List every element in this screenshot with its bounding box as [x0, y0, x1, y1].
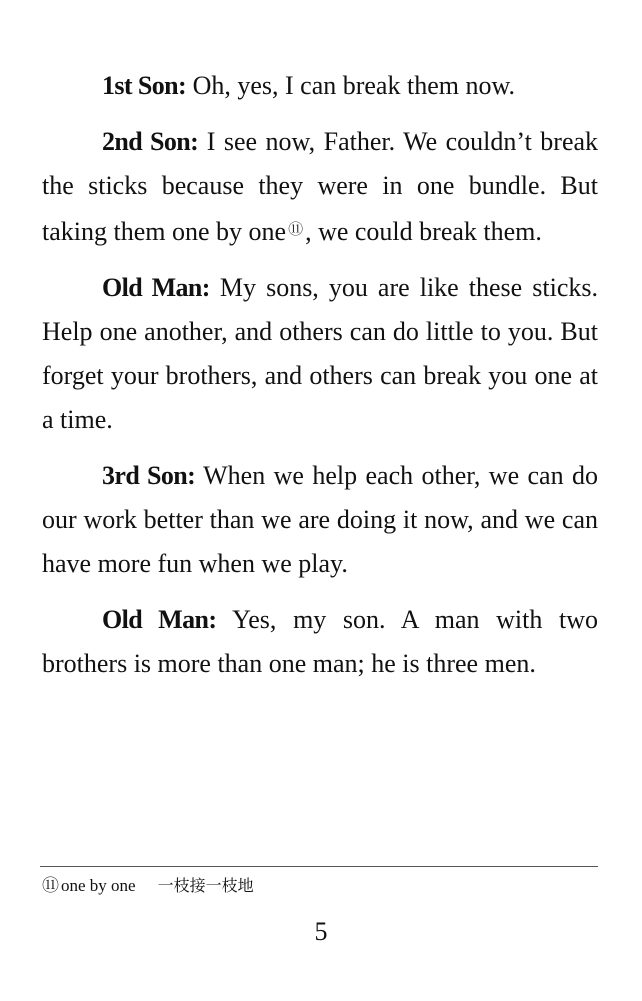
footnote-divider — [40, 866, 598, 867]
dialogue-line: Yes, my son. A man with two brothers is more than one man; he is three men. — [42, 605, 598, 678]
dialogue-line: Oh, yes, I can break them now. — [192, 71, 516, 100]
speaker-label: Old Man: — [102, 273, 210, 302]
page-number: 5 — [314, 917, 328, 946]
dialogue-paragraph — [42, 64, 598, 108]
dialogue-line: When we help each other, we can do our work better than we are doing it now, and we can have more fun when we play. — [42, 461, 599, 578]
footnote-translation: 一枝接一枝地 — [157, 876, 254, 895]
speaker-label: 2nd Son: — [102, 127, 199, 156]
dialogue-paragraph — [42, 598, 598, 686]
dialogue-line-continued: , we could break them. — [305, 217, 542, 246]
footnote-mark: ⑪ — [42, 876, 59, 895]
footnote-term: one by one — [61, 876, 136, 895]
dialogue-paragraph — [42, 454, 598, 586]
dialogue-paragraph — [42, 266, 598, 442]
speaker-label: 1st Son: — [102, 71, 187, 100]
footnote — [42, 874, 254, 898]
dialogue-text — [42, 64, 598, 698]
speaker-label: Old Man: — [102, 605, 217, 634]
dialogue-paragraph — [42, 120, 598, 254]
dialogue-line: My sons, you are like these sticks. Help one another, and others can do little to you. But forget your brothers, and others can break you one at a time. — [42, 273, 598, 434]
dialogue-line: I see now, Father. We couldn’t break the sticks because they were in one bundle. But taking them one by one — [42, 127, 599, 246]
footnote-reference-mark: ⑪ — [288, 222, 304, 238]
speaker-label: 3rd Son: — [102, 461, 196, 490]
